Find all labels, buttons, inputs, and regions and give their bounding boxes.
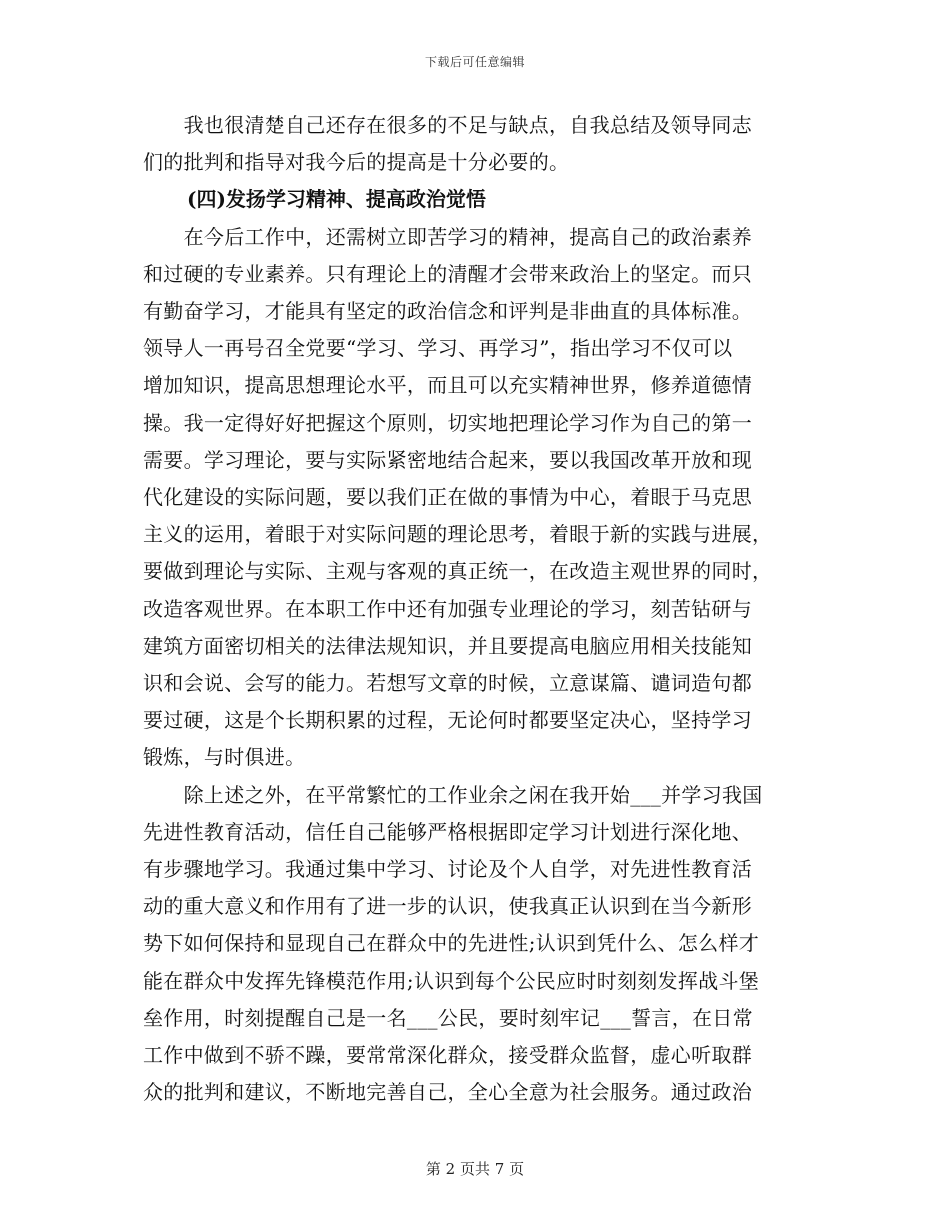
text-line: 增加知识，提高思想理论水平，而且可以充实精神世界，修养道德情 [143, 373, 752, 398]
paragraph-intro [143, 107, 805, 181]
text-line: 除上述之外，在平常繁忙的工作业余之闲在我开始___并学习我国 [143, 782, 763, 807]
text-line: 需要。学习理论，要与实际紧密地结合起来，要以我国改革开放和现 [143, 447, 752, 472]
text-line: 操。我一定得好好把握这个原则，切实地把理论学习作为自己的第一 [143, 410, 752, 435]
text-line: 代化建设的实际问题，要以我们正在做的事情为中心，着眼于马克思 [143, 485, 752, 510]
text-line: 有步骤地学习。我通过集中学习、讨论及个人自学，对先进性教育活 [143, 857, 752, 882]
text-line: 先进性教育活动，信任自己能够严格根据即定学习计划进行深化地、 [143, 819, 752, 844]
text-line: 在今后工作中，还需树立即苦学习的精神，提高自己的政治素养 [143, 224, 752, 249]
text-line: 建筑方面密切相关的法律法规知识，并且要提高电脑应用相关技能知 [143, 633, 752, 658]
document-body [143, 107, 805, 1111]
text-line: 势下如何保持和显现自己在群众中的先进性;认识到凭什么、怎么样才 [143, 931, 760, 956]
text-line: 要过硬，这是个长期积累的过程，无论何时都要坚定决心，坚持学习 [143, 708, 752, 733]
text-line: 能在群众中发挥先锋模范作用;认识到每个公民应时时刻刻发挥战斗堡 [143, 968, 760, 993]
page-header: 下载后可任意编辑 [424, 55, 525, 69]
text-line: 有勤奋学习，才能具有坚定的政治信念和评判是非曲直的具体标准。 [143, 299, 752, 324]
text-line: 识和会说、会写的能力。若想写文章的时候，立意谋篇、谴词造句都 [143, 671, 752, 696]
text-line: 和过硬的专业素养。只有理论上的清醒才会带来政治上的坚定。而只 [143, 261, 752, 286]
text-line: 们的批判和指导对我今后的提高是十分必要的。 [143, 150, 570, 175]
text-line: 动的重大意义和作用有了进一步的认识，使我真正认识到在当今新形 [143, 894, 752, 919]
text-line: 要做到理论与实际、主观与客观的真正统一，在改造主观世界的同时， [143, 559, 773, 584]
section-heading: (四)发扬学习精神、提高政治觉悟 [187, 187, 486, 212]
text-line: 众的批判和建议，不断地完善自己，全心全意为社会服务。通过政治 [143, 1080, 752, 1105]
text-line: 主义的运用，着眼于对实际问题的理论思考，着眼于新的实践与进展， [143, 522, 773, 547]
page-footer: 第 2 页共 7 页 [425, 1160, 525, 1178]
paragraph-study [143, 219, 805, 777]
text-line: 工作中做到不骄不躁，要常常深化群众，接受群众监督，虚心听取群 [143, 1043, 752, 1068]
text-line: 我也很清楚自己还存在很多的不足与缺点，自我总结及领导同志 [143, 113, 752, 137]
text-line: 锻炼，与时俱进。 [143, 745, 306, 770]
text-line: 领导人一再号召全党要“学习、学习、再学习”，指出学习不仅可以 [143, 336, 733, 361]
text-line: 改造客观世界。在本职工作中还有加强专业理论的学习，刻苦钻研与 [143, 596, 752, 621]
paragraph-education [143, 777, 805, 1112]
text-line: 垒作用，时刻提醒自己是一名___公民，要时刻牢记___誓言，在日常 [143, 1005, 753, 1030]
